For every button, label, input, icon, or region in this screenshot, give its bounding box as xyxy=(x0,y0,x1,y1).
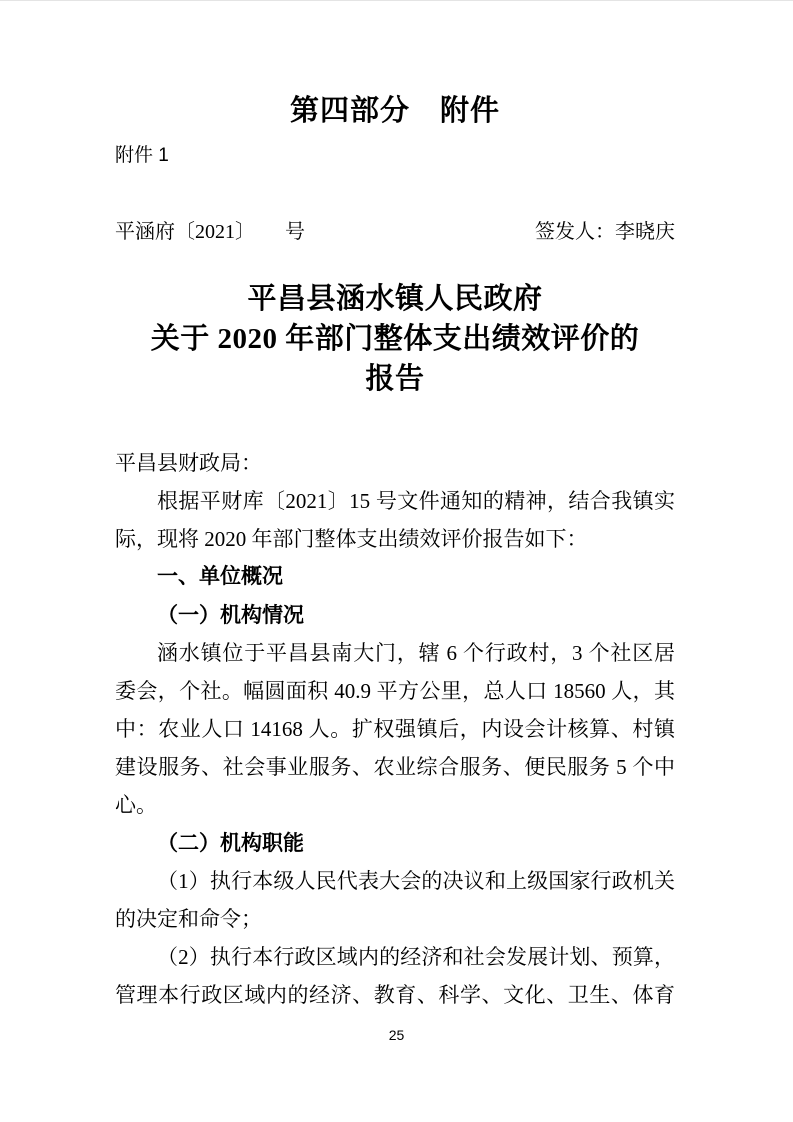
heading-org-duty: （二）机构职能 xyxy=(157,830,304,855)
document-body xyxy=(115,444,675,1014)
report-title xyxy=(115,279,675,399)
paragraph-intro: 根据平财库〔2021〕15 号文件通知的精神，结合我镇实际，现将 2020 年部门整体支出绩效评价报告如下： xyxy=(115,488,675,551)
heading-unit-overview: 一、单位概况 xyxy=(157,564,283,588)
salutation: 平昌县财政局： xyxy=(115,450,262,475)
paragraph-duty-2: （2）执行本行政区域内的经济和社会发展计划、预算，管理本行政区域内的经济、教育、科学、文化、卫生、体育 xyxy=(115,944,675,1007)
doc-number: 平涵府〔2021〕 号 xyxy=(115,220,305,243)
doc-number-row xyxy=(115,219,675,245)
report-title-line-2: 关于 2020 年部门整体支出绩效评价的 xyxy=(150,322,640,355)
part-title: 第四部分 附件 xyxy=(289,95,500,127)
page-number: 25 xyxy=(388,1027,405,1043)
issuer-name: 签发人：李晓庆 xyxy=(535,220,675,243)
report-title-line-1: 平昌县涵水镇人民政府 xyxy=(247,282,543,315)
paragraph-org-info: 涵水镇位于平昌县南大门，辖 6 个行政村，3 个社区居委会，个社。幅圆面积 40.9 平方公里，总人口 18560 人，其中：农业人口 14168 人。扩权强镇后，内设会计核算、村镇建设服务、社会事业服务、农业综合服务、便民服务 5 个中心。 xyxy=(115,640,675,817)
report-title-line-3: 报告 xyxy=(365,362,425,395)
heading-org-info: （一）机构情况 xyxy=(157,602,304,627)
attachment-label: 附件 1 xyxy=(115,145,169,167)
paragraph-duty-1: （1）执行本级人民代表大会的决议和上级国家行政机关的决定和命令； xyxy=(115,868,675,931)
